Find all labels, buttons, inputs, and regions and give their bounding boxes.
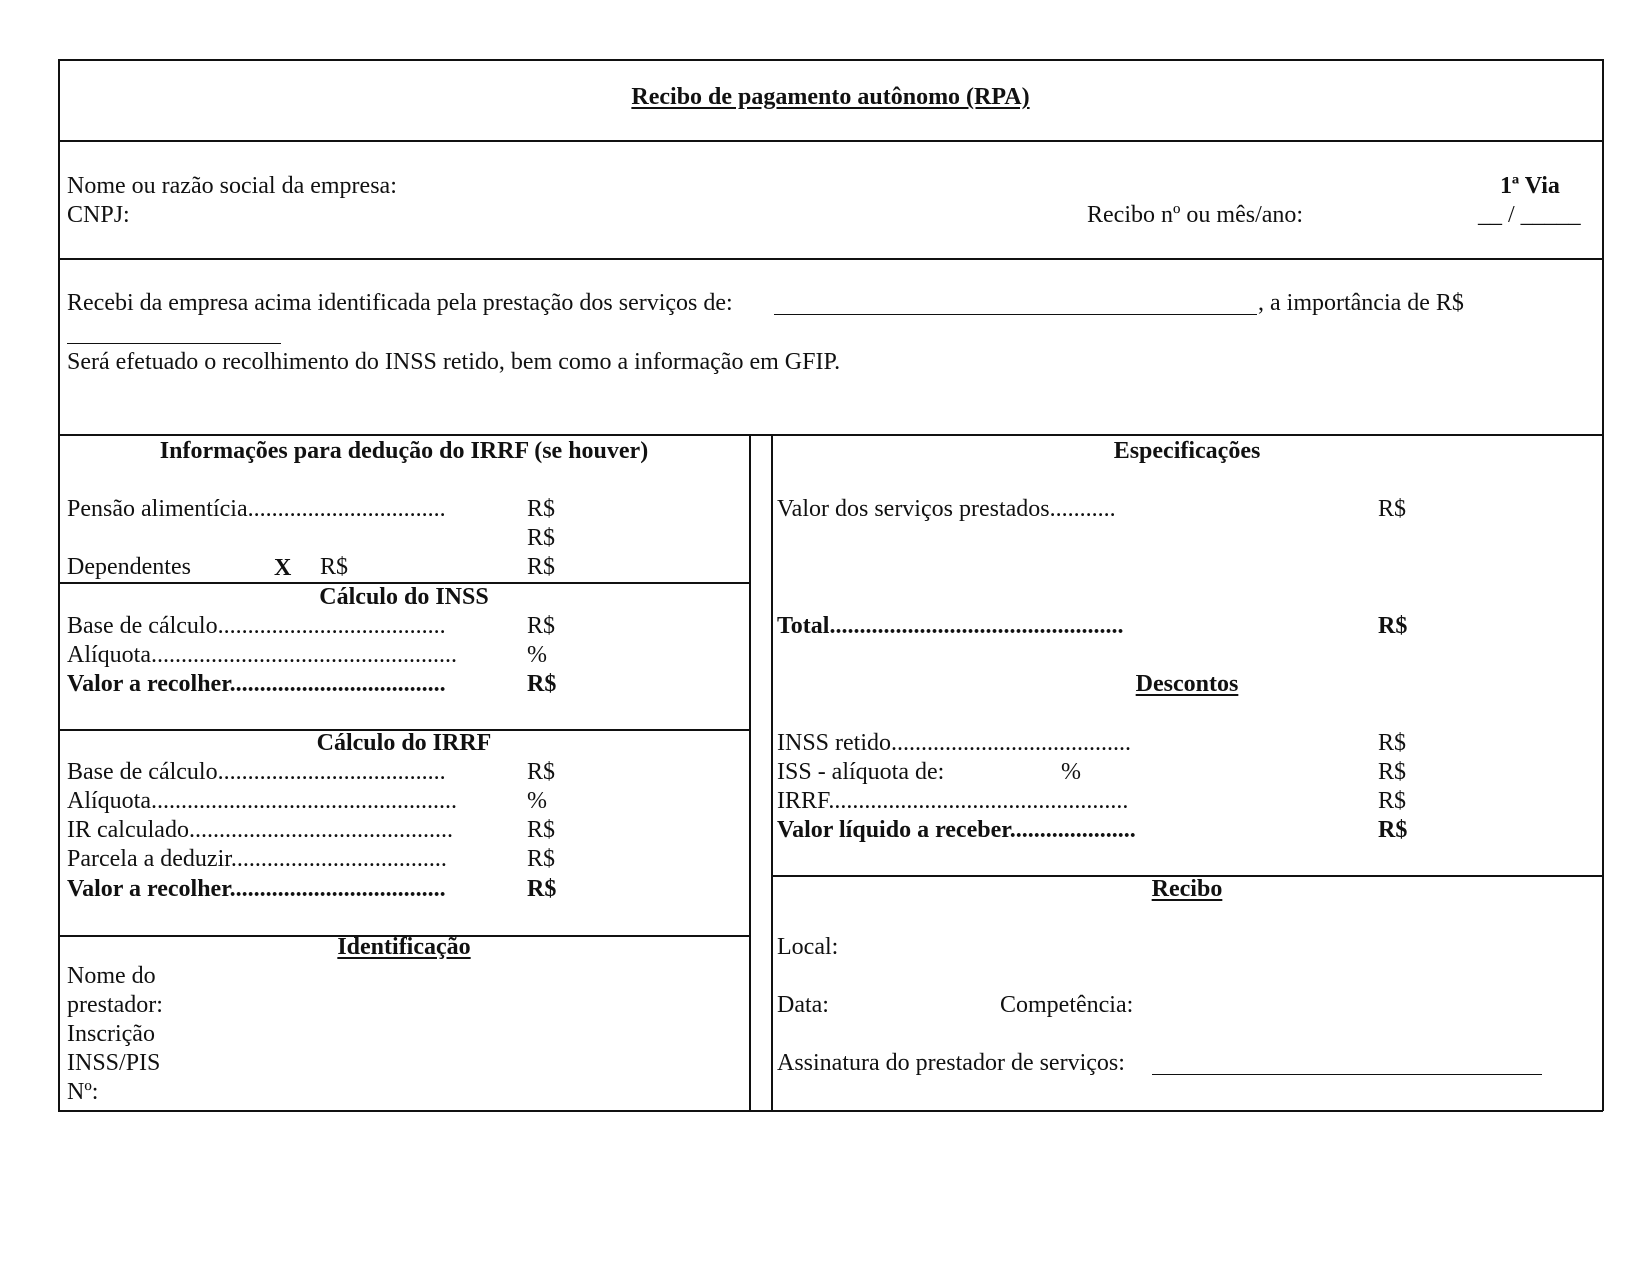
company-name-label: Nome ou razão social da empresa: bbox=[67, 173, 397, 199]
iss-currency: R$ bbox=[1378, 759, 1407, 785]
irrf-aliquota-label: Alíquota................................................... bbox=[67, 788, 457, 814]
dependentes-x-mark: X bbox=[274, 555, 292, 581]
frame-bottom bbox=[58, 1110, 1603, 1112]
frame-top bbox=[58, 59, 1603, 61]
local-label: Local: bbox=[777, 934, 839, 960]
especificacoes-title: Especificações bbox=[1113, 438, 1261, 464]
total-currency: R$ bbox=[1378, 613, 1408, 639]
identificacao-line: prestador: bbox=[67, 992, 163, 1018]
via-label: 1ª Via bbox=[1500, 173, 1560, 199]
dependentes-currency: R$ bbox=[527, 554, 556, 580]
inss-title: Cálculo do INSS bbox=[319, 584, 489, 610]
inss-valor-currency: R$ bbox=[527, 671, 557, 697]
iss-percent: % bbox=[1061, 759, 1081, 785]
irrf-info-title: Informações para dedução do IRRF (se houver) bbox=[159, 438, 649, 464]
valor-servicos-label: Valor dos serviços prestados........... bbox=[777, 496, 1116, 522]
irrf-valor-label: Valor a recolher.................................... bbox=[67, 876, 446, 902]
divider-statement bbox=[58, 434, 1603, 436]
divider-header bbox=[58, 258, 1603, 260]
identificacao-line: INSS/PIS bbox=[67, 1050, 161, 1076]
identificacao-title: Identificação bbox=[337, 934, 471, 960]
services-blank-line bbox=[774, 314, 1257, 315]
column-divider-right bbox=[771, 434, 773, 1111]
ir-calculado-label: IR calculado............................................ bbox=[67, 817, 453, 843]
document-title: Recibo de pagamento autônomo (RPA) bbox=[631, 84, 1030, 110]
column-divider-left bbox=[749, 434, 751, 1111]
ir-calculado-currency: R$ bbox=[527, 817, 556, 843]
irrf-base-label: Base de cálculo...................................... bbox=[67, 759, 446, 785]
inss-base-label: Base de cálculo...................................... bbox=[67, 613, 446, 639]
total-label: Total................................................. bbox=[777, 613, 1124, 639]
statement-line2: Será efetuado o recolhimento do INSS retido, bem como a informação em GFIP. bbox=[67, 349, 841, 375]
valor-liquido-label: Valor líquido a receber..................... bbox=[777, 817, 1136, 843]
irrf-base-currency: R$ bbox=[527, 759, 556, 785]
recibo-title: Recibo bbox=[1151, 876, 1223, 902]
irrf-valor-currency: R$ bbox=[527, 876, 557, 902]
irrf-calc-title: Cálculo do IRRF bbox=[316, 730, 492, 756]
competencia-label: Competência: bbox=[1000, 992, 1134, 1018]
frame-right bbox=[1602, 59, 1604, 1111]
valor-liquido-currency: R$ bbox=[1378, 817, 1408, 843]
valor-servicos-currency: R$ bbox=[1378, 496, 1407, 522]
identificacao-line: Inscrição bbox=[67, 1021, 155, 1047]
parcela-deduzir-currency: R$ bbox=[527, 846, 556, 872]
inss-retido-label: INSS retido........................................ bbox=[777, 730, 1131, 756]
dependentes-unit-currency: R$ bbox=[320, 554, 349, 580]
amount-blank-line bbox=[67, 343, 281, 344]
dependentes-label: Dependentes bbox=[67, 554, 191, 580]
extra-currency: R$ bbox=[527, 525, 556, 551]
pensao-label: Pensão alimentícia................................. bbox=[67, 496, 446, 522]
parcela-deduzir-label: Parcela a deduzir.................................... bbox=[67, 846, 447, 872]
irrf-aliquota-percent: % bbox=[527, 788, 547, 814]
inss-aliquota-label: Alíquota................................................... bbox=[67, 642, 457, 668]
statement-line1-end: , a importância de R$ bbox=[1258, 290, 1464, 316]
statement-line1-start: Recebi da empresa acima identificada pela prestação dos serviços de: bbox=[67, 290, 733, 316]
data-label: Data: bbox=[777, 992, 829, 1018]
irrf-desconto-label: IRRF.................................................. bbox=[777, 788, 1129, 814]
assinatura-label: Assinatura do prestador de serviços: bbox=[777, 1050, 1125, 1076]
identificacao-line: Nome do bbox=[67, 963, 156, 989]
receipt-number-blank: __ / _____ bbox=[1478, 202, 1581, 228]
inss-base-currency: R$ bbox=[527, 613, 556, 639]
identificacao-line: Nº: bbox=[67, 1079, 99, 1105]
pensao-currency: R$ bbox=[527, 496, 556, 522]
inss-retido-currency: R$ bbox=[1378, 730, 1407, 756]
descontos-title: Descontos bbox=[1135, 671, 1239, 697]
divider-title bbox=[58, 140, 1603, 142]
receipt-number-label: Recibo nº ou mês/ano: bbox=[1087, 202, 1304, 228]
inss-valor-label: Valor a recolher.................................... bbox=[67, 671, 446, 697]
iss-label: ISS - alíquota de: bbox=[777, 759, 945, 785]
inss-aliquota-percent: % bbox=[527, 642, 547, 668]
cnpj-label: CNPJ: bbox=[67, 202, 130, 228]
irrf-desconto-currency: R$ bbox=[1378, 788, 1407, 814]
signature-line bbox=[1152, 1074, 1542, 1075]
